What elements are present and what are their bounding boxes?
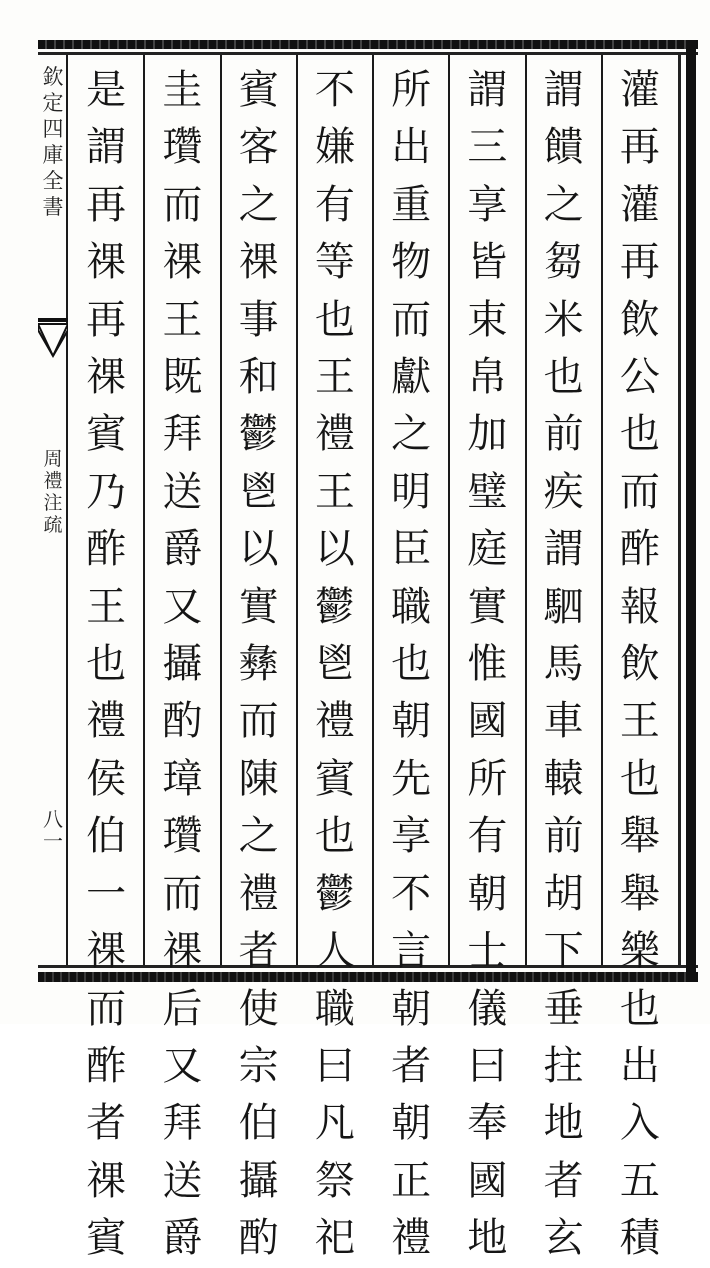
text-char: 朝 bbox=[391, 698, 432, 745]
text-char: 庭 bbox=[467, 526, 508, 573]
text-char: 和 bbox=[238, 354, 279, 401]
text-char: 再 bbox=[619, 239, 660, 286]
text-char: 惟 bbox=[467, 641, 508, 688]
text-char: 者 bbox=[391, 1042, 432, 1089]
frame-top-inner-border bbox=[38, 52, 698, 55]
text-char: 而 bbox=[162, 870, 203, 917]
text-char: 鬱 bbox=[314, 870, 355, 917]
text-char: 酢 bbox=[619, 526, 660, 573]
text-char: 也 bbox=[314, 813, 355, 860]
frame-bottom-inner-border bbox=[38, 965, 698, 968]
text-char: 曰 bbox=[314, 1042, 355, 1089]
text-char: 賓 bbox=[314, 755, 355, 802]
text-char: 職 bbox=[314, 985, 355, 1032]
text-char: 璋 bbox=[162, 755, 203, 802]
text-char: 而 bbox=[619, 468, 660, 515]
text-char: 鬱 bbox=[238, 411, 279, 458]
text-char: 酌 bbox=[238, 1215, 279, 1262]
text-char: 送 bbox=[162, 1157, 203, 1204]
text-char: 拜 bbox=[162, 1100, 203, 1147]
text-char: 攝 bbox=[162, 641, 203, 688]
text-char: 臣 bbox=[391, 526, 432, 573]
text-char: 謂 bbox=[86, 124, 127, 171]
text-char: 陳 bbox=[238, 755, 279, 802]
text-char: 也 bbox=[619, 411, 660, 458]
text-char: 也 bbox=[391, 641, 432, 688]
text-char: 酢 bbox=[86, 1042, 127, 1089]
text-char: 獻 bbox=[391, 354, 432, 401]
text-char: 使 bbox=[238, 985, 279, 1032]
text-column bbox=[456, 62, 518, 1262]
text-char: 樂 bbox=[619, 928, 660, 975]
text-char: 奉 bbox=[467, 1100, 508, 1147]
text-char: 實 bbox=[467, 583, 508, 630]
text-char: 侯 bbox=[86, 755, 127, 802]
text-char: 出 bbox=[619, 1042, 660, 1089]
text-column bbox=[380, 62, 442, 1262]
text-char: 積 bbox=[619, 1215, 660, 1262]
text-char: 正 bbox=[391, 1157, 432, 1204]
text-char: 謂 bbox=[467, 67, 508, 113]
text-char: 又 bbox=[162, 1042, 203, 1089]
text-char: 是 bbox=[86, 67, 127, 113]
text-char: 之 bbox=[238, 813, 279, 860]
text-char: 酌 bbox=[162, 698, 203, 745]
text-char: 宗 bbox=[238, 1042, 279, 1089]
margin-title-char: 禮 bbox=[43, 470, 63, 492]
text-char: 禮 bbox=[314, 411, 355, 458]
column-rule bbox=[601, 55, 603, 965]
text-char: 之 bbox=[543, 181, 584, 228]
text-char: 也 bbox=[543, 354, 584, 401]
text-char: 客 bbox=[238, 124, 279, 171]
margin-page-number bbox=[40, 808, 66, 852]
text-char: 朝 bbox=[467, 870, 508, 917]
text-char: 玄 bbox=[543, 1215, 584, 1262]
margin-top-char: 欽 bbox=[42, 65, 64, 89]
text-char: 饋 bbox=[543, 124, 584, 171]
text-char: 轅 bbox=[543, 755, 584, 802]
text-char: 爵 bbox=[162, 1215, 203, 1262]
text-char: 祼 bbox=[162, 928, 203, 975]
text-char: 謂 bbox=[543, 526, 584, 573]
text-char: 酢 bbox=[86, 526, 127, 573]
text-char: 彝 bbox=[238, 641, 279, 688]
text-char: 王 bbox=[314, 468, 355, 515]
text-char: 攝 bbox=[238, 1157, 279, 1204]
margin-top-char: 全 bbox=[42, 169, 64, 193]
text-char: 祭 bbox=[314, 1157, 355, 1204]
text-char: 之 bbox=[238, 181, 279, 228]
text-char: 鬯 bbox=[238, 468, 279, 515]
text-char: 垂 bbox=[543, 985, 584, 1032]
text-column bbox=[228, 62, 290, 1262]
text-char: 也 bbox=[619, 755, 660, 802]
text-char: 舉 bbox=[619, 870, 660, 917]
margin-title-char: 注 bbox=[43, 492, 63, 514]
text-char: 地 bbox=[543, 1100, 584, 1147]
text-char: 爵 bbox=[162, 526, 203, 573]
text-char: 五 bbox=[619, 1157, 660, 1204]
text-char: 一 bbox=[86, 870, 127, 917]
text-char: 王 bbox=[314, 354, 355, 401]
text-char: 加 bbox=[467, 411, 508, 458]
text-char: 禮 bbox=[391, 1215, 432, 1262]
text-char: 送 bbox=[162, 468, 203, 515]
text-char: 而 bbox=[86, 985, 127, 1032]
column-rule bbox=[525, 55, 527, 965]
text-char: 乃 bbox=[86, 468, 127, 515]
text-char: 再 bbox=[619, 124, 660, 171]
text-char: 圭 bbox=[162, 67, 203, 113]
text-char: 曰 bbox=[467, 1042, 508, 1089]
text-char: 所 bbox=[467, 755, 508, 802]
text-char: 又 bbox=[162, 583, 203, 630]
text-char: 朝 bbox=[391, 1100, 432, 1147]
text-char: 而 bbox=[162, 181, 203, 228]
text-char: 馬 bbox=[543, 641, 584, 688]
text-char: 王 bbox=[86, 583, 127, 630]
margin-page-char: 八 bbox=[43, 807, 63, 831]
text-char: 祼 bbox=[162, 239, 203, 286]
text-char: 拄 bbox=[543, 1042, 584, 1089]
text-char: 后 bbox=[162, 985, 203, 1032]
text-char: 王 bbox=[619, 698, 660, 745]
text-char: 前 bbox=[543, 813, 584, 860]
text-char: 三 bbox=[467, 124, 508, 171]
text-char: 前 bbox=[543, 411, 584, 458]
text-char: 賓 bbox=[86, 1215, 127, 1262]
text-char: 伯 bbox=[86, 813, 127, 860]
text-column bbox=[533, 62, 595, 1262]
text-char: 者 bbox=[238, 928, 279, 975]
margin-book-title bbox=[40, 448, 66, 536]
text-char: 禮 bbox=[314, 698, 355, 745]
text-char: 之 bbox=[391, 411, 432, 458]
text-char: 言 bbox=[391, 928, 432, 975]
text-char: 有 bbox=[467, 813, 508, 860]
text-char: 不 bbox=[391, 870, 432, 917]
text-char: 物 bbox=[391, 239, 432, 286]
text-column bbox=[151, 62, 213, 1262]
margin-title-char: 疏 bbox=[43, 514, 63, 536]
text-char: 舉 bbox=[619, 813, 660, 860]
text-char: 拜 bbox=[162, 411, 203, 458]
text-char: 實 bbox=[238, 583, 279, 630]
margin-top-char: 庫 bbox=[42, 143, 64, 167]
text-char: 以 bbox=[238, 526, 279, 573]
text-char: 再 bbox=[86, 296, 127, 343]
text-char: 束 bbox=[467, 296, 508, 343]
text-char: 祼 bbox=[238, 239, 279, 286]
text-char: 以 bbox=[314, 526, 355, 573]
text-char: 賓 bbox=[238, 67, 279, 113]
text-char: 職 bbox=[391, 583, 432, 630]
text-char: 明 bbox=[391, 468, 432, 515]
text-char: 不 bbox=[314, 67, 355, 113]
text-char: 出 bbox=[391, 124, 432, 171]
text-char: 也 bbox=[314, 296, 355, 343]
text-char: 所 bbox=[391, 67, 432, 113]
text-char: 而 bbox=[238, 698, 279, 745]
text-char: 而 bbox=[391, 296, 432, 343]
text-char: 國 bbox=[467, 698, 508, 745]
text-char: 事 bbox=[238, 296, 279, 343]
text-char: 伯 bbox=[238, 1100, 279, 1147]
text-char: 者 bbox=[543, 1157, 584, 1204]
margin-page-char: 一 bbox=[43, 829, 63, 853]
margin-top-text bbox=[40, 64, 66, 220]
text-char: 米 bbox=[543, 296, 584, 343]
text-char: 朝 bbox=[391, 985, 432, 1032]
margin-top-char: 四 bbox=[42, 117, 64, 141]
text-char: 飲 bbox=[619, 641, 660, 688]
text-char: 地 bbox=[467, 1215, 508, 1262]
text-char: 士 bbox=[467, 928, 508, 975]
text-char: 禮 bbox=[238, 870, 279, 917]
text-char: 重 bbox=[391, 181, 432, 228]
text-char: 享 bbox=[467, 181, 508, 228]
text-char: 鬯 bbox=[314, 641, 355, 688]
margin-top-char: 書 bbox=[42, 195, 64, 219]
text-char: 有 bbox=[314, 181, 355, 228]
text-char: 祀 bbox=[314, 1215, 355, 1262]
text-char: 祼 bbox=[86, 928, 127, 975]
text-char: 人 bbox=[314, 928, 355, 975]
text-char: 皆 bbox=[467, 239, 508, 286]
margin-title-char: 周 bbox=[43, 448, 63, 470]
text-char: 鬱 bbox=[314, 583, 355, 630]
text-char: 謂 bbox=[543, 67, 584, 113]
text-char: 帛 bbox=[467, 354, 508, 401]
text-char: 賓 bbox=[86, 411, 127, 458]
column-rule bbox=[296, 55, 298, 965]
frame-bottom-border bbox=[38, 972, 698, 982]
margin-divider bbox=[66, 55, 68, 965]
text-char: 王 bbox=[162, 296, 203, 343]
text-char: 凡 bbox=[314, 1100, 355, 1147]
frame-top-border bbox=[38, 40, 698, 49]
column-rule bbox=[143, 55, 145, 965]
text-char: 疾 bbox=[543, 468, 584, 515]
frame-right-border bbox=[686, 40, 696, 982]
text-char: 胡 bbox=[543, 870, 584, 917]
text-char: 祼 bbox=[86, 354, 127, 401]
text-char: 享 bbox=[391, 813, 432, 860]
text-char: 也 bbox=[86, 641, 127, 688]
text-char: 報 bbox=[619, 583, 660, 630]
margin-top-char: 定 bbox=[42, 91, 64, 115]
text-char: 公 bbox=[619, 354, 660, 401]
text-char: 芻 bbox=[543, 239, 584, 286]
text-char: 駟 bbox=[543, 583, 584, 630]
text-char: 等 bbox=[314, 239, 355, 286]
fish-tail-mark-icon bbox=[38, 318, 68, 360]
text-column bbox=[75, 62, 137, 1262]
text-char: 車 bbox=[543, 698, 584, 745]
frame-right-inner-border bbox=[678, 52, 681, 968]
text-char: 灌 bbox=[619, 67, 660, 113]
text-char: 再 bbox=[86, 181, 127, 228]
text-column bbox=[304, 62, 366, 1262]
text-char: 瓚 bbox=[162, 813, 203, 860]
text-char: 祼 bbox=[86, 1157, 127, 1204]
text-char: 瓚 bbox=[162, 124, 203, 171]
text-char: 嫌 bbox=[314, 124, 355, 171]
text-column bbox=[609, 62, 671, 1262]
column-rule bbox=[220, 55, 222, 965]
column-rule bbox=[448, 55, 450, 965]
text-char: 者 bbox=[86, 1100, 127, 1147]
text-char: 璧 bbox=[467, 468, 508, 515]
text-char: 也 bbox=[619, 985, 660, 1032]
text-char: 入 bbox=[619, 1100, 660, 1147]
text-char: 禮 bbox=[86, 698, 127, 745]
text-char: 飲 bbox=[619, 296, 660, 343]
text-char: 灌 bbox=[619, 181, 660, 228]
text-char: 先 bbox=[391, 755, 432, 802]
text-char: 既 bbox=[162, 354, 203, 401]
text-char: 儀 bbox=[467, 985, 508, 1032]
text-char: 祼 bbox=[86, 239, 127, 286]
column-rule bbox=[372, 55, 374, 965]
text-char: 國 bbox=[467, 1157, 508, 1204]
text-char: 下 bbox=[543, 928, 584, 975]
